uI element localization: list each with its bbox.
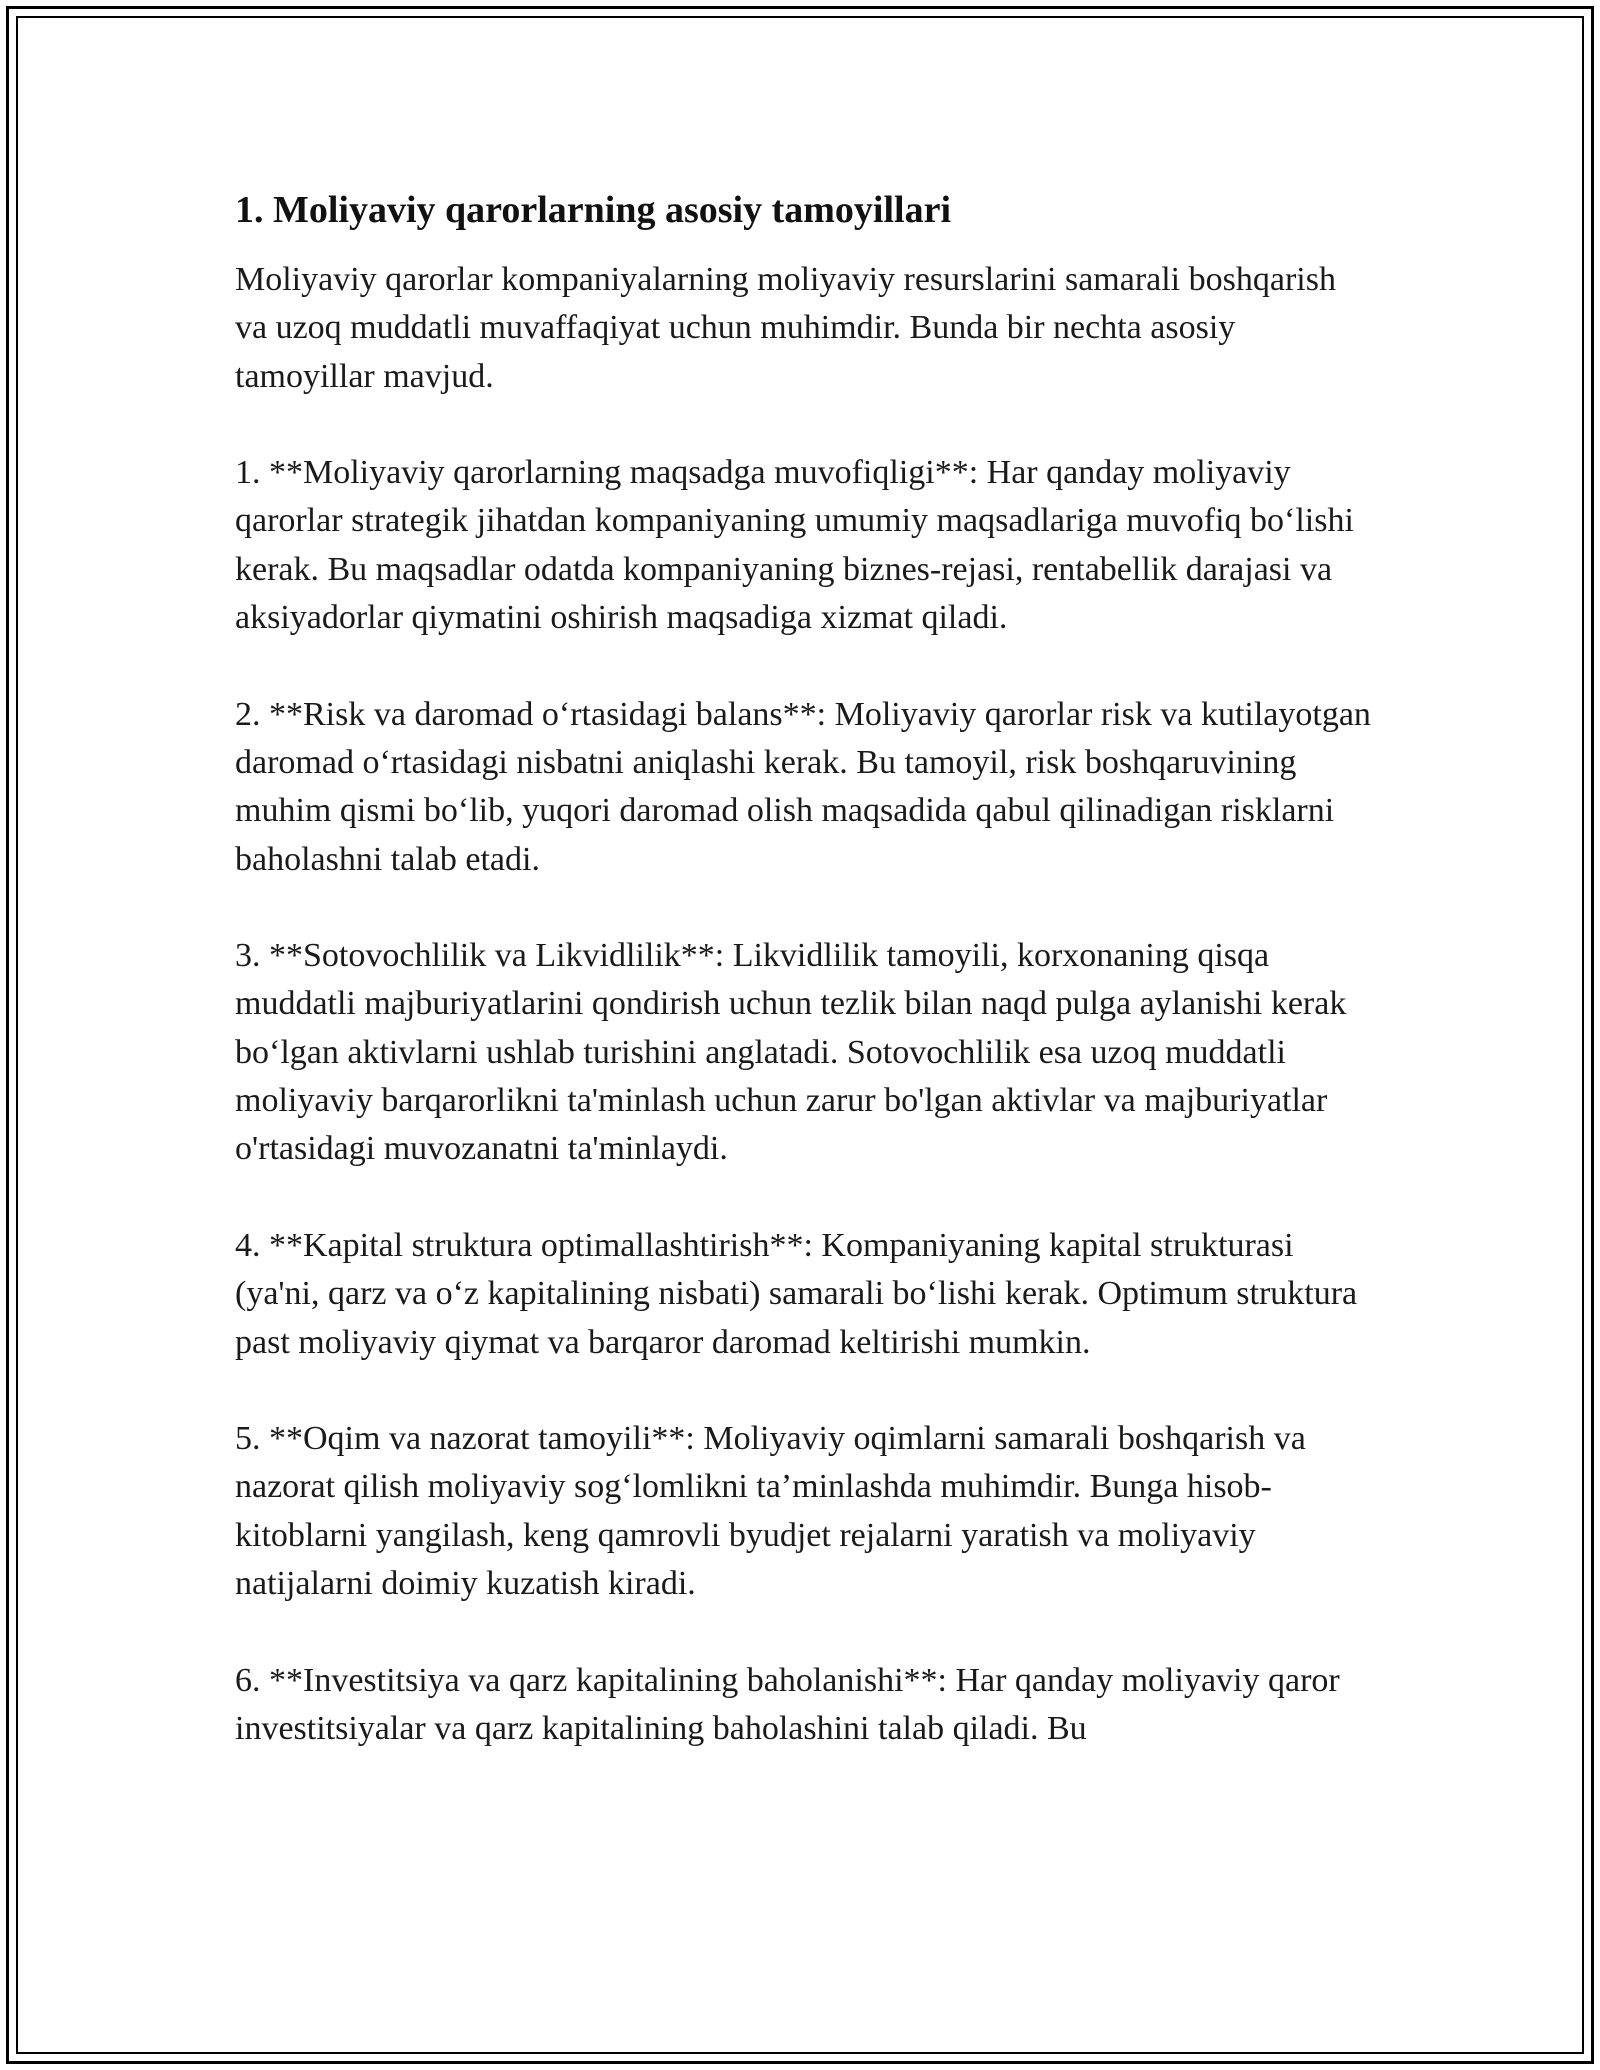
principle-paragraph-1: 1. **Moliyaviy qarorlarning maqsadga muvofiqligi**: Har qanday moliyaviy qarorlar strategik jihatdan kompaniyaning umumiy maqsadlariga muvofiq bo‘lishi kerak. Bu maqsadlar odatda kompaniyaning biznes-rejasi, rentabellik darajasi va aksiyadorlar qiymatini oshirish maqsadiga xizmat qiladi. bbox=[235, 454, 1354, 637]
document-page bbox=[235, 186, 1375, 1753]
principle-paragraph-3: 3. **Sotovochlilik va Likvidlilik**: Likvidlilik tamoyili, korxonaning qisqa muddatli majburiyatlarini qondirish uchun tezlik bilan naqd pulga aylanishi kerak bo‘lgan aktivlarni ushlab turishini anglatadi. Sotovochlilik esa uzoq muddatli moliyaviy barqarorlikni ta'minlash uchun zarur bo'lgan aktivlar va majburiyatlar o'rtasidagi muvozanatni ta'minlaydi. bbox=[235, 937, 1347, 1168]
intro-paragraph: Moliyaviy qarorlar kompaniyalarning moliyaviy resurslarini samarali boshqarish va uzoq muddatli muvaffaqiyat uchun muhimdir. Bunda bir nechta asosiy tamoyillar mavjud. bbox=[235, 261, 1336, 395]
principle-paragraph-2: 2. **Risk va daromad o‘rtasidagi balans**: Moliyaviy qarorlar risk va kutilayotgan daromad o‘rtasidagi nisbatni aniqlashi kerak. Bu tamoyil, risk boshqaruvining muhim qismi bo‘lib, yuqori daromad olish maqsadida qabul qilinadigan risklarni baholashni talab etadi. bbox=[235, 695, 1371, 878]
document-title: 1. Moliyaviy qarorlarning asosiy tamoyillari bbox=[235, 189, 952, 231]
principle-paragraph-4: 4. **Kapital struktura optimallashtirish**: Kompaniyaning kapital strukturasi (ya'ni, qarz va o‘z kapitalining nisbati) samarali bo‘lishi kerak. Optimum struktura past moliyaviy qiymat va barqaror daromad keltirishi mumkin. bbox=[235, 1226, 1358, 1361]
principle-paragraph-5: 5. **Oqim va nazorat tamoyili**: Moliyaviy oqimlarni samarali boshqarish va nazorat qilish moliyaviy sog‘lomlikni ta’minlashda muhimdir. Bunga hisob-kitoblarni yangilash, keng qamrovli byudjet rejalarni yaratish va moliyaviy natijalarni doimiy kuzatish kiradi. bbox=[235, 1420, 1306, 1603]
principle-paragraph-6: 6. **Investitsiya va qarz kapitalining baholanishi**: Har qanday moliyaviy qaror investitsiyalar va qarz kapitalining baholashini talab qiladi. Bu bbox=[235, 1661, 1340, 1747]
